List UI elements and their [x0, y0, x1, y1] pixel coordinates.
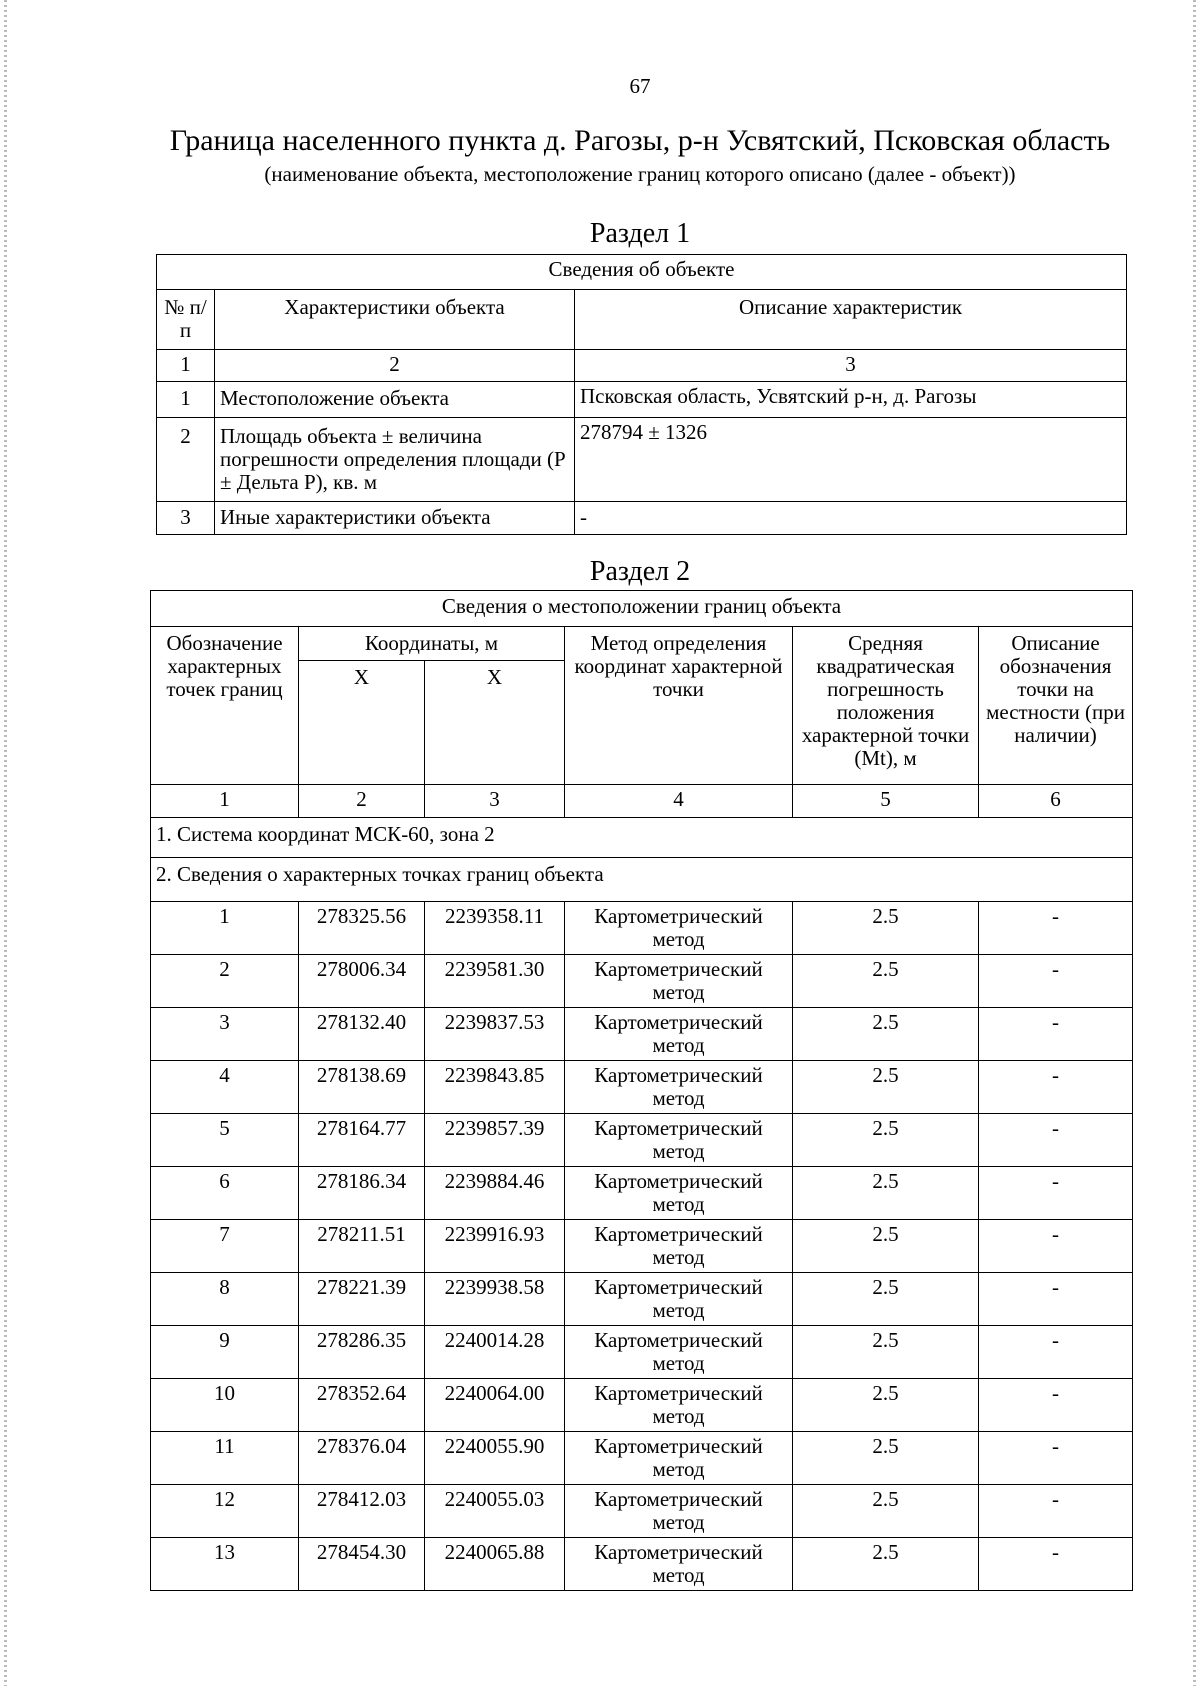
row-characteristic: Площадь объекта ± величина погрешности определения площади (Р ± Дельта Р), кв. м — [215, 418, 575, 502]
coord-y: 2240014.28 — [425, 1326, 565, 1379]
header-description: Описание характеристик — [575, 290, 1127, 350]
coord-x: 278352.64 — [299, 1379, 425, 1432]
coord-x: 278412.03 — [299, 1485, 425, 1538]
header-coordinates: Координаты, м — [299, 627, 565, 661]
col-number-1: 1 — [151, 785, 299, 818]
coord-x: 278006.34 — [299, 955, 425, 1008]
description-cell: - — [979, 1061, 1133, 1114]
header-x1: X — [299, 661, 425, 785]
table-row — [151, 902, 1133, 955]
coord-y: 2239837.53 — [425, 1008, 565, 1061]
point-number: 2 — [151, 955, 299, 1008]
coord-x: 278138.69 — [299, 1061, 425, 1114]
table-row — [151, 1167, 1133, 1220]
row-characteristic: Местоположение объекта — [215, 382, 575, 418]
header-number: № п/п — [157, 290, 215, 350]
coord-x: 278325.56 — [299, 902, 425, 955]
coord-y: 2240065.88 — [425, 1538, 565, 1591]
error-cell: 2.5 — [793, 1273, 979, 1326]
coord-y: 2240064.00 — [425, 1379, 565, 1432]
coord-x: 278132.40 — [299, 1008, 425, 1061]
coord-x: 278164.77 — [299, 1114, 425, 1167]
point-number: 3 — [151, 1008, 299, 1061]
table-row — [151, 1114, 1133, 1167]
coord-x: 278186.34 — [299, 1167, 425, 1220]
header-point-description: Описание обозначения точки на местности (при наличии) — [979, 627, 1133, 785]
method-cell: Картометрический метод — [565, 1379, 793, 1432]
description-cell: - — [979, 1167, 1133, 1220]
table-row — [151, 1379, 1133, 1432]
error-cell: 2.5 — [793, 1326, 979, 1379]
error-cell: 2.5 — [793, 1379, 979, 1432]
description-cell: - — [979, 955, 1133, 1008]
coord-y: 2239358.11 — [425, 902, 565, 955]
coord-y: 2239884.46 — [425, 1167, 565, 1220]
table-row — [151, 1432, 1133, 1485]
section2-caption: Сведения о местоположении границ объекта — [151, 591, 1133, 627]
point-number: 5 — [151, 1114, 299, 1167]
table-row — [151, 1273, 1133, 1326]
error-cell: 2.5 — [793, 955, 979, 1008]
point-number: 6 — [151, 1167, 299, 1220]
coord-x: 278211.51 — [299, 1220, 425, 1273]
header-point: Обозначение характерных точек границ — [151, 627, 299, 785]
table-row — [151, 1008, 1133, 1061]
table-row — [151, 1220, 1133, 1273]
coord-y: 2239916.93 — [425, 1220, 565, 1273]
row-value: Псковская область, Усвятский р-н, д. Рагозы — [575, 382, 1127, 418]
table-row — [151, 1538, 1133, 1591]
point-number: 10 — [151, 1379, 299, 1432]
description-cell: - — [979, 1008, 1133, 1061]
scan-edge-left — [4, 0, 7, 1686]
description-cell: - — [979, 1485, 1133, 1538]
points-body — [151, 902, 1133, 1591]
row-value: - — [575, 502, 1127, 535]
coord-y: 2239857.39 — [425, 1114, 565, 1167]
point-number: 7 — [151, 1220, 299, 1273]
description-cell: - — [979, 1114, 1133, 1167]
error-cell: 2.5 — [793, 1008, 979, 1061]
method-cell: Картометрический метод — [565, 902, 793, 955]
coordinate-system-row: 1. Система координат МСК-60, зона 2 — [151, 818, 1133, 858]
col-number-6: 6 — [979, 785, 1133, 818]
point-number: 12 — [151, 1485, 299, 1538]
object-info-table — [156, 254, 1127, 535]
description-cell: - — [979, 1538, 1133, 1591]
error-cell: 2.5 — [793, 1485, 979, 1538]
method-cell: Картометрический метод — [565, 1167, 793, 1220]
col-number-5: 5 — [793, 785, 979, 818]
header-x2: X — [425, 661, 565, 785]
header-error: Средняя квадратическая погрешность положения характерной точки (Mt), м — [793, 627, 979, 785]
description-cell: - — [979, 1432, 1133, 1485]
coord-x: 278454.30 — [299, 1538, 425, 1591]
method-cell: Картометрический метод — [565, 1220, 793, 1273]
error-cell: 2.5 — [793, 1114, 979, 1167]
coord-x: 278286.35 — [299, 1326, 425, 1379]
col-number-2: 2 — [299, 785, 425, 818]
points-heading-row: 2. Сведения о характерных точках границ объекта — [151, 858, 1133, 902]
error-cell: 2.5 — [793, 1432, 979, 1485]
method-cell: Картометрический метод — [565, 1432, 793, 1485]
description-cell: - — [979, 1273, 1133, 1326]
method-cell: Картометрический метод — [565, 1538, 793, 1591]
point-number: 11 — [151, 1432, 299, 1485]
error-cell: 2.5 — [793, 1061, 979, 1114]
col-number-3: 3 — [425, 785, 565, 818]
point-number: 1 — [151, 902, 299, 955]
method-cell: Картометрический метод — [565, 1326, 793, 1379]
table-row — [151, 1485, 1133, 1538]
row-number: 3 — [157, 502, 215, 535]
document-subtitle: (наименование объекта, местоположение границ которого описано (далее - объект)) — [264, 162, 1016, 186]
error-cell: 2.5 — [793, 1538, 979, 1591]
coord-y: 2240055.90 — [425, 1432, 565, 1485]
point-number: 13 — [151, 1538, 299, 1591]
header-method: Метод определения координат характерной точки — [565, 627, 793, 785]
error-cell: 2.5 — [793, 902, 979, 955]
method-cell: Картометрический метод — [565, 1114, 793, 1167]
error-cell: 2.5 — [793, 1167, 979, 1220]
page-number: 67 — [629, 74, 651, 98]
section1-title: Раздел 1 — [589, 218, 691, 249]
scan-edge-right — [1193, 0, 1196, 1686]
description-cell: - — [979, 1220, 1133, 1273]
error-cell: 2.5 — [793, 1220, 979, 1273]
method-cell: Картометрический метод — [565, 1061, 793, 1114]
row-number: 1 — [157, 382, 215, 418]
point-number: 9 — [151, 1326, 299, 1379]
coord-y: 2239581.30 — [425, 955, 565, 1008]
description-cell: - — [979, 902, 1133, 955]
document-title: Граница населенного пункта д. Рагозы, р-н Усвятский, Псковская область — [169, 124, 1111, 157]
boundary-points-table — [150, 590, 1133, 1591]
method-cell: Картометрический метод — [565, 1485, 793, 1538]
row-value: 278794 ± 1326 — [575, 418, 1127, 502]
point-number: 8 — [151, 1273, 299, 1326]
col-number-2: 2 — [215, 350, 575, 382]
description-cell: - — [979, 1326, 1133, 1379]
table-row — [151, 955, 1133, 1008]
method-cell: Картометрический метод — [565, 1008, 793, 1061]
coord-y: 2240055.03 — [425, 1485, 565, 1538]
section2-title: Раздел 2 — [589, 556, 691, 587]
col-number-4: 4 — [565, 785, 793, 818]
coord-y: 2239938.58 — [425, 1273, 565, 1326]
header-characteristics: Характеристики объекта — [215, 290, 575, 350]
point-number: 4 — [151, 1061, 299, 1114]
coord-x: 278376.04 — [299, 1432, 425, 1485]
table-row — [151, 1326, 1133, 1379]
description-cell: - — [979, 1379, 1133, 1432]
row-characteristic: Иные характеристики объекта — [215, 502, 575, 535]
coord-y: 2239843.85 — [425, 1061, 565, 1114]
method-cell: Картометрический метод — [565, 955, 793, 1008]
coord-x: 278221.39 — [299, 1273, 425, 1326]
section1-caption: Сведения об объекте — [157, 255, 1127, 290]
col-number-3: 3 — [575, 350, 1127, 382]
row-number: 2 — [157, 418, 215, 502]
table-row — [151, 1061, 1133, 1114]
method-cell: Картометрический метод — [565, 1273, 793, 1326]
col-number-1: 1 — [157, 350, 215, 382]
